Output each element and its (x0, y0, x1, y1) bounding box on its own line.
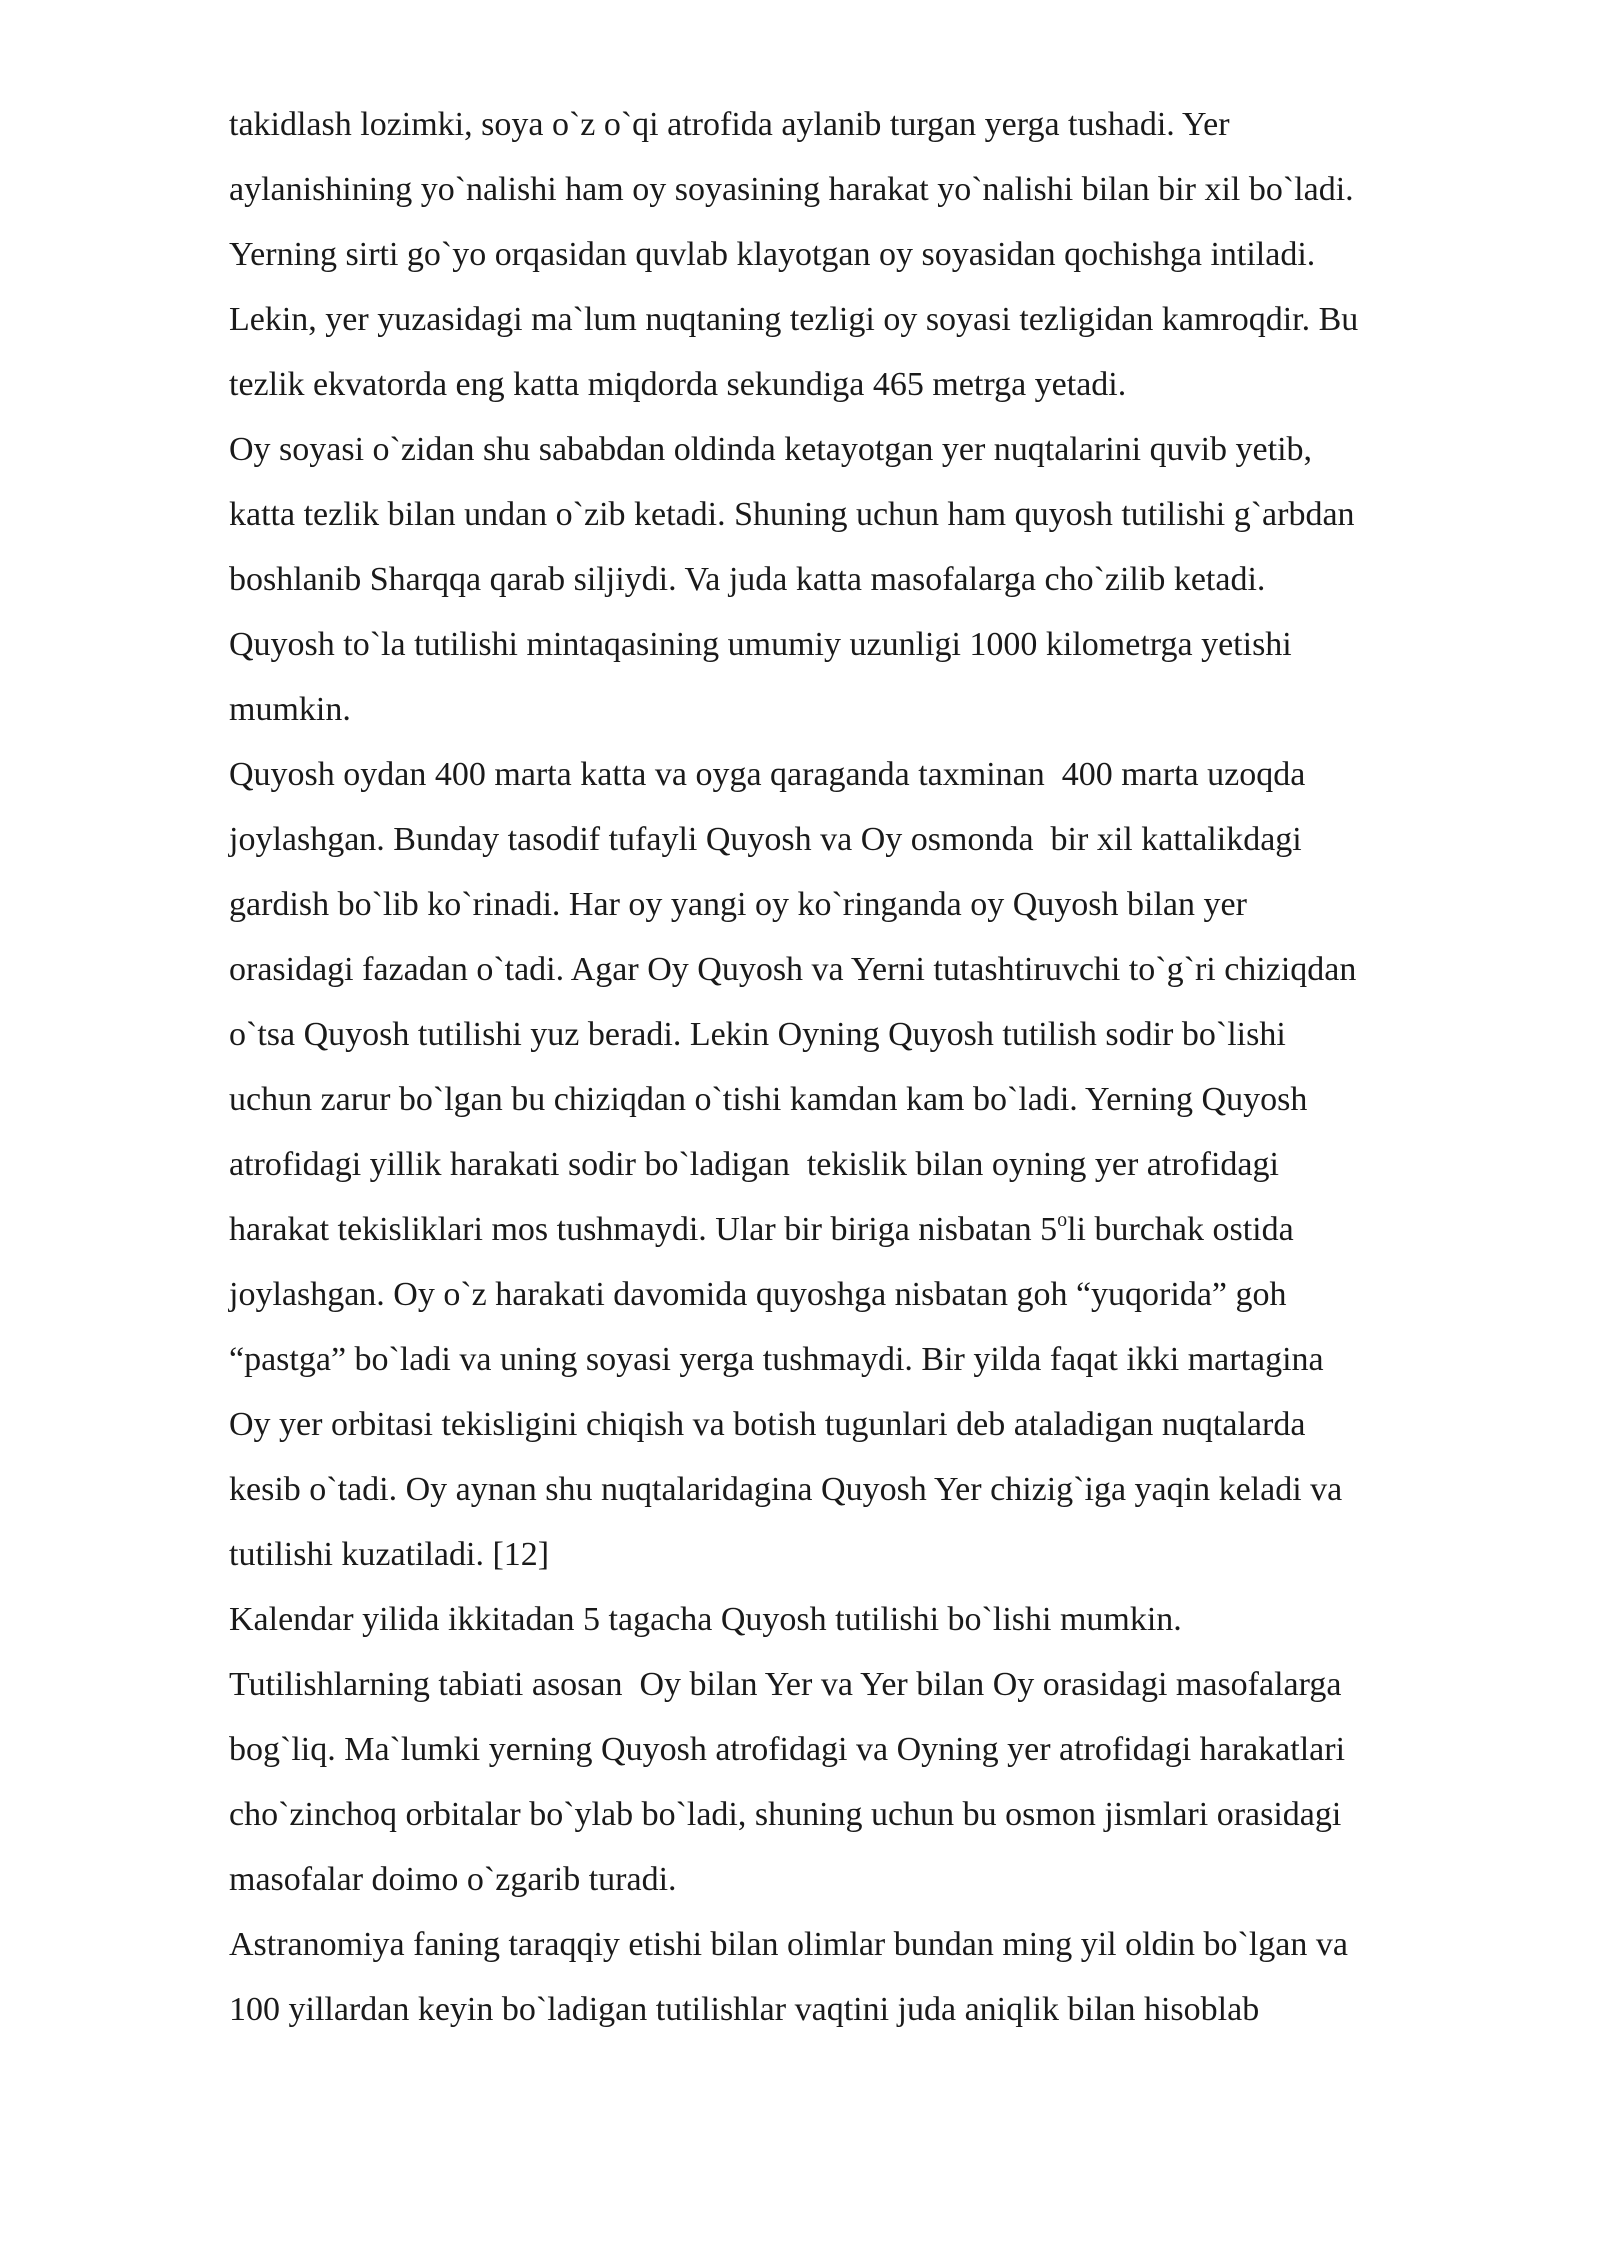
text-line: boshlanib Sharqqa qarab siljiydi. Va juda katta masofalarga cho`zilib ketadi. (229, 561, 1266, 598)
text-line: takidlash lozimki, soya o`z o`qi atrofida aylanib turgan yerga tushadi. Yer (229, 106, 1230, 143)
text-line: cho`zinchoq orbitalar bo`ylab bo`ladi, shuning uchun bu osmon jismlari orasidagi (229, 1796, 1342, 1833)
text-line: Oy soyasi o`zidan shu sababdan oldinda ketayotgan yer nuqtalarini quvib yetib, (229, 431, 1313, 468)
text-line: Yerning sirti go`yo orqasidan quvlab klayotgan oy soyasidan qochishga intiladi. (229, 236, 1316, 273)
text-line: “pastga” bo`ladi va uning soyasi yerga tushmaydi. Bir yilda faqat ikki martagina (229, 1341, 1324, 1378)
text-line: Tutilishlarning tabiati asosan Oy bilan Yer va Yer bilan Oy orasidagi masofalarga (229, 1666, 1342, 1703)
text-line: tezlik ekvatorda eng katta miqdorda sekundiga 465 metrga yetadi. (229, 366, 1127, 403)
text-line: Quyosh oydan 400 marta katta va oyga qaraganda taxminan 400 marta uzoqda (229, 756, 1306, 793)
text-line: joylashgan. Bunday tasodif tufayli Quyosh va Oy osmonda bir xil kattalikdagi (229, 821, 1302, 858)
text-line: Lekin, yer yuzasidagi ma`lum nuqtaning tezligi oy soyasi tezligidan kamroqdir. Bu (229, 301, 1359, 338)
text-line: uchun zarur bo`lgan bu chiziqdan o`tishi kamdan kam bo`ladi. Yerning Quyosh (229, 1081, 1308, 1118)
text-line: Astranomiya faning taraqqiy etishi bilan olimlar bundan ming yil oldin bo`lgan va (229, 1926, 1348, 1963)
text-line: tutilishi kuzatiladi. [12] (229, 1536, 550, 1573)
text-line: mumkin. (229, 691, 351, 728)
text-line: bog`liq. Ma`lumki yerning Quyosh atrofidagi va Oyning yer atrofidagi harakatlari (229, 1731, 1346, 1768)
text-line: gardish bo`lib ko`rinadi. Har oy yangi oy ko`ringanda oy Quyosh bilan yer (229, 886, 1247, 923)
text-line-with-degree (229, 1197, 1489, 1262)
body-text (229, 92, 1489, 2042)
degree-superscript: o (1057, 1209, 1068, 1231)
text-line: orasidagi fazadan o`tadi. Agar Oy Quyosh va Yerni tutashtiruvchi to`g`ri chiziqdan (229, 951, 1357, 988)
text-line: Kalendar yilida ikkitadan 5 tagacha Quyosh tutilishi bo`lishi mumkin. (229, 1601, 1182, 1638)
text-line: aylanishining yo`nalishi ham oy soyasining harakat yo`nalishi bilan bir xil bo`ladi. (229, 171, 1354, 208)
text-line: katta tezlik bilan undan o`zib ketadi. Shuning uchun ham quyosh tutilishi g`arbdan (229, 496, 1355, 533)
text-line: Oy yer orbitasi tekisligini chiqish va botish tugunlari deb ataladigan nuqtalarda (229, 1406, 1306, 1443)
text-line: Quyosh to`la tutilishi mintaqasining umumiy uzunligi 1000 kilometrga yetishi (229, 626, 1292, 663)
text-line: o`tsa Quyosh tutilishi yuz beradi. Lekin Oyning Quyosh tutilish sodir bo`lishi (229, 1016, 1286, 1053)
text-line: 100 yillardan keyin bo`ladigan tutilishlar vaqtini juda aniqlik bilan hisoblab (229, 1991, 1260, 2028)
text-segment: harakat tekisliklari mos tushmaydi. Ular bir biriga nisbatan 5 (229, 1211, 1058, 1248)
text-segment: li burchak ostida (1067, 1211, 1294, 1248)
text-line: atrofidagi yillik harakati sodir bo`ladigan tekislik bilan oyning yer atrofidagi (229, 1146, 1279, 1183)
text-line: kesib o`tadi. Oy aynan shu nuqtalaridagina Quyosh Yer chizig`iga yaqin keladi va (229, 1471, 1343, 1508)
text-line: masofalar doimo o`zgarib turadi. (229, 1861, 677, 1898)
text-line: joylashgan. Oy o`z harakati davomida quyoshga nisbatan goh “yuqorida” goh (229, 1276, 1287, 1313)
